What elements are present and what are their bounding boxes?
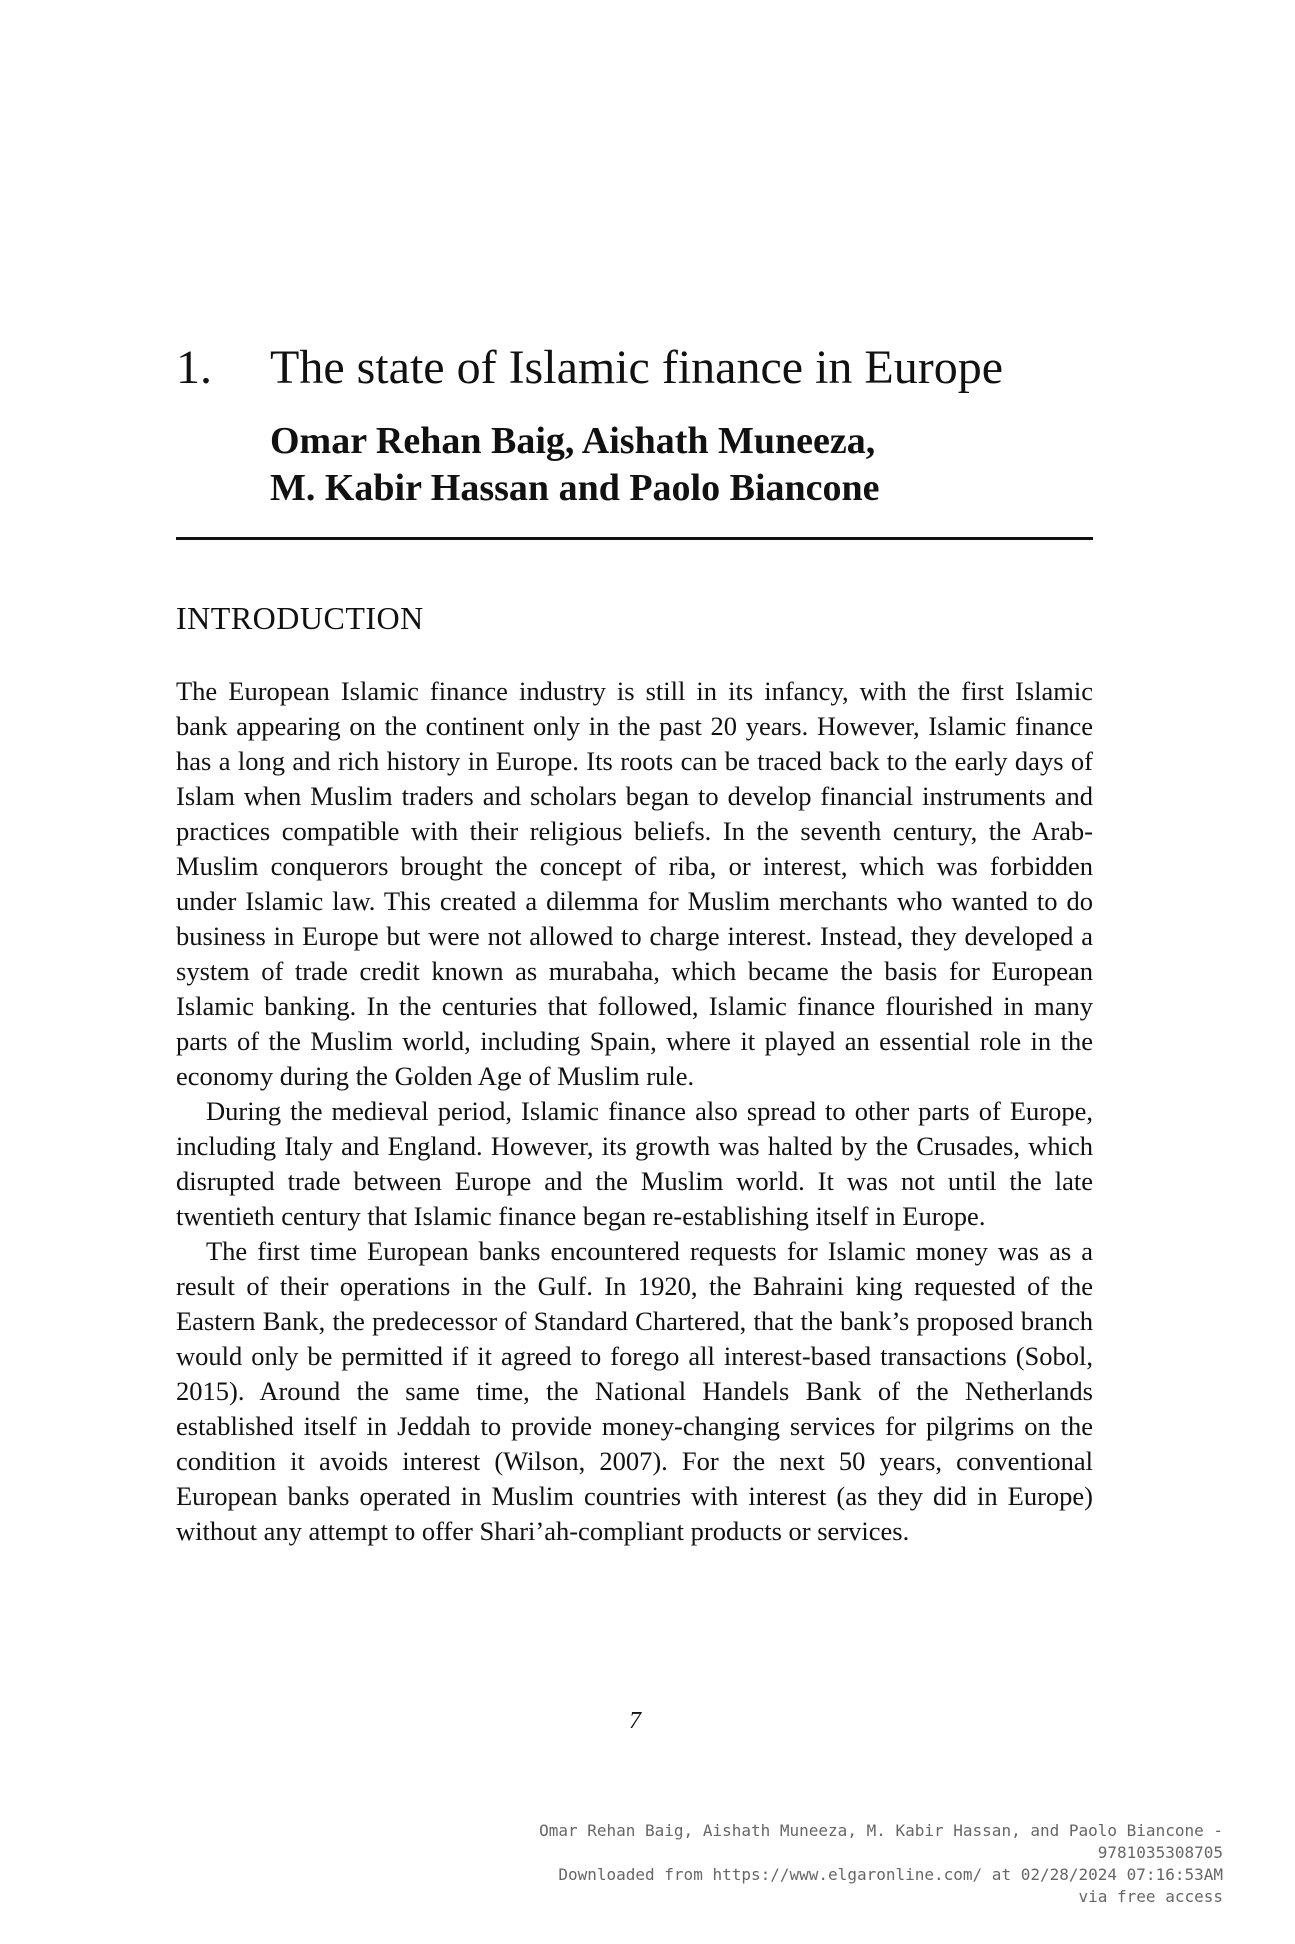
body-text	[176, 674, 1093, 1549]
download-note-line-1: Omar Rehan Baig, Aishath Muneeza, M. Kabir Hassan, and Paolo Biancone -	[539, 1821, 1223, 1840]
paragraph-3: The first time European banks encountered requests for Islamic money was as a result of their operations in the Gulf. In 1920, the Bahraini king requested of the Eastern Bank, the predecessor of Standard Chartered, that the bank’s proposed branch would only be permitted if it agreed to forego all interest-based transactions (Sobol, 2015). Around the same time, the National Handels Bank of the Netherlands established itself in Jeddah to provide money-changing services for pilgrims on the condition it avoids interest (Wilson, 2007). For the next 50 years, conventional European banks operated in Muslim countries with interest (as they did in Europe) without any attempt to offer Shari’ah-compliant products or services.	[176, 1236, 1093, 1546]
section-heading: INTRODUCTION	[176, 600, 424, 636]
paragraph-2: During the medieval period, Islamic finance also spread to other parts of Europe, including Italy and England. However, its growth was halted by the Crusades, which disrupted trade between Europe and the Muslim world. It was not until the late twentieth century that Islamic finance began re-establishing itself in Europe.	[176, 1096, 1093, 1231]
download-note-line-2: 9781035308705	[1097, 1843, 1223, 1862]
authors-line-2: M. Kabir Hassan and Paolo Biancone	[270, 467, 880, 509]
page-number: 7	[629, 1708, 641, 1734]
download-note-line-4: via free access	[1078, 1887, 1223, 1906]
heading-divider	[176, 537, 1093, 540]
authors-line-1: Omar Rehan Baig, Aishath Muneeza,	[270, 420, 876, 462]
paragraph-1: The European Islamic finance industry is still in its infancy, with the first Islamic bank appearing on the continent only in the past 20 years. However, Islamic finance has a long and rich history in Europe. Its roots can be traced back to the early days of Islam when Muslim traders and scholars began to develop financial instruments and practices compatible with their religious beliefs. In the seventh century, the Arab-Muslim conquerors brought the concept of riba, or interest, which was forbidden under Islamic law. This created a dilemma for Muslim merchants who wanted to do business in Europe but were not allowed to charge interest. Instead, they developed a system of trade credit known as murabaha, which became the basis for European Islamic banking. In the centuries that followed, Islamic finance flourished in many parts of the Muslim world, including Spain, where it played an essential role in the economy during the Golden Age of Muslim rule.	[176, 676, 1093, 1091]
chapter-authors	[270, 418, 1100, 512]
chapter-title	[176, 338, 1096, 398]
chapter-number: 1.	[176, 341, 212, 394]
download-watermark	[403, 1820, 1223, 1908]
download-note-line-3: Downloaded from https://www.elgaronline.com/ at 02/28/2024 07:16:53AM	[558, 1865, 1223, 1884]
chapter-title-text: The state of Islamic finance in Europe	[270, 341, 1004, 394]
